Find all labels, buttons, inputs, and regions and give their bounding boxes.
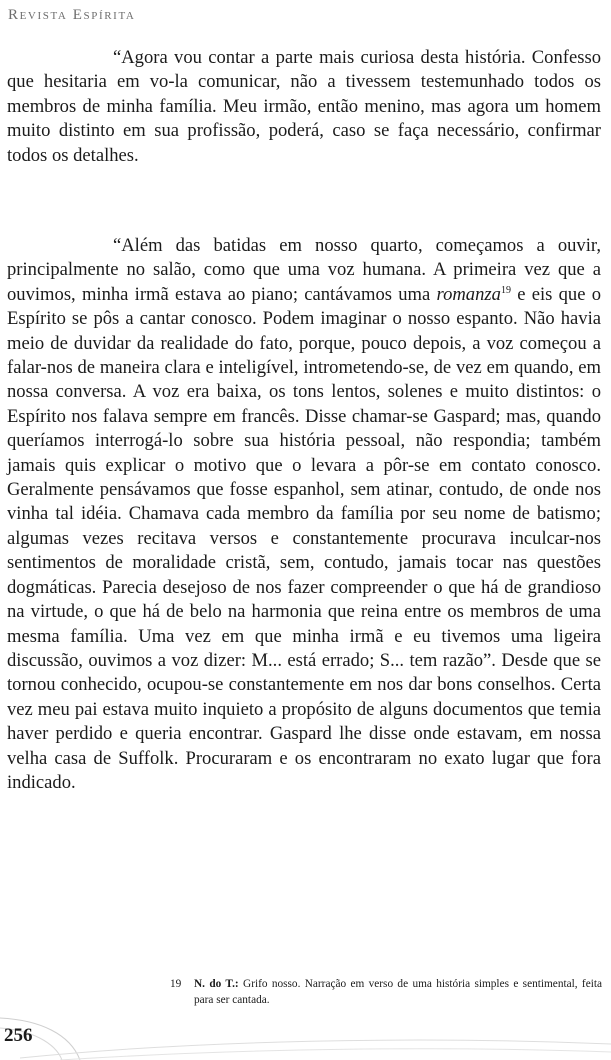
footnote-reference[interactable]: 19 <box>500 284 511 296</box>
page-number: 256 <box>4 1025 33 1046</box>
paragraph-2-text-after: e eis que o Espírito se pôs a cantar conosco. Podem imaginar o nosso espanto. Não havia meio de duvidar da realidade do fato, porque, pouco depois, a voz começou a falar-nos de maneira clara e inteligível, intrometendo-se, de vez em quando, em nossa conversa. A voz era baixa, os tons lentos, solenes e muito distintos: o Espírito nos falava sempre em francês. Disse chamar-se Gaspard; mas, quando queríamos interrogá-lo sobre sua história pessoal, não respondia; também jamais quis explicar o motivo que o levara a pôr-se em contato conosco. Geralmente pensávamos que fosse espanhol, sem atinar, contudo, de onde nos vinha tal idéia. Chamava cada membro da família por seu nome de batismo; algumas vezes recitava versos e constantemente procurava inculcar-nos sentimentos de moralidade cristã, sem, contudo, jamais tocar nas questões dogmáticas. Parecia desejoso de nos fazer compreender o que há de grandioso na virtude, o que há de belo na harmonia que reina entre os membros de uma mesma família. Uma vez em que minha irmã e eu tivemos uma ligeira discussão, ouvimos a voz dizer: M... está errado; S... tem razão”. Desde que se tornou conhecido, ocupou-se constantemente em nos dar bons conselhos. Certa vez meu pai estava muito inquieto a propósito de alguns documentos que temia haver perdido e queria encontrar. Gaspard lhe disse onde estavam, em nossa velha casa de Suffolk. Procuraram e os encontraram no exato lugar que fora indicado. <box>7 283 601 793</box>
footnote-number: 19 <box>170 978 182 990</box>
running-header: Revista Espírita <box>8 7 136 23</box>
paragraph-1: “Agora vou contar a parte mais curiosa desta história. Confesso que hesitaria em vo-la comunicar, não a tivessem testemunhado todos os membros de minha família. Meu irmão, então menino, mas agora um homem muito distinto em sua profissão, poderá, caso se faça necessário, confirmar todos os detalhes. <box>7 47 601 166</box>
footnote-label: N. do T.: <box>194 978 239 990</box>
paragraph-2 <box>7 234 601 795</box>
italic-term: romanza <box>436 283 501 305</box>
paragraph-2-text-before: “Além das batidas em nosso quarto, começamos a ouvir, principalmente no salão, como que uma voz humana. A primeira vez que a ouvimos, minha irmã estava ao piano; cantávamos uma <box>7 235 601 305</box>
footnote-text: Grifo nosso. Narração em verso de uma história simples e sentimental, feita para ser cantada. <box>194 978 602 1006</box>
decorative-swoosh <box>0 1000 611 1060</box>
